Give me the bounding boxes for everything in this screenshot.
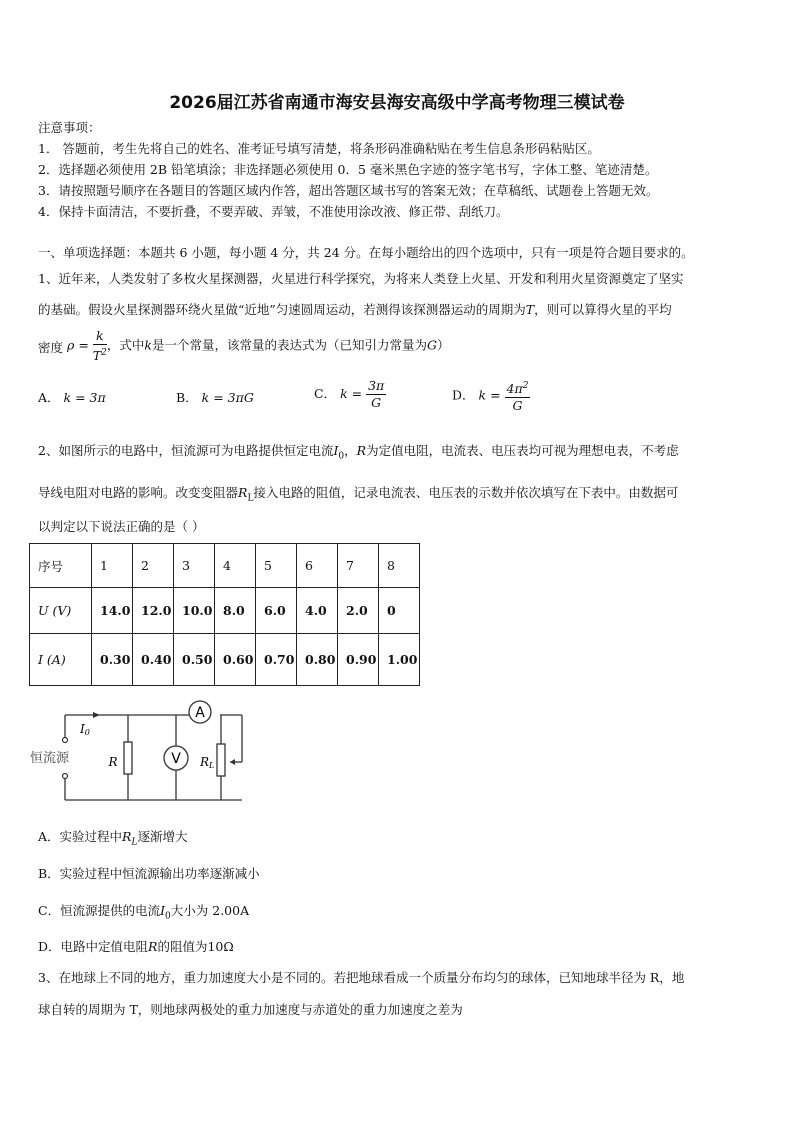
q2-line-3: 以判定以下说法正确的是（ ） (38, 519, 205, 534)
current-label: I0 (80, 722, 90, 737)
source-label: 恒流源 (30, 751, 70, 766)
rheostat-label: RL (200, 755, 215, 770)
q1-option-b[interactable]: B． k = 3πG (176, 390, 254, 405)
notice-heading: 注意事项： (38, 120, 101, 135)
table-row-current: I (A) 0.30 0.40 0.50 0.60 0.70 0.80 0.90 1.00 (30, 634, 420, 686)
source-terminal-bottom (63, 774, 68, 779)
q1-line-1: 1、近年来，人类发射了多枚火星探测器，火星进行科学探究，为将来人类登上火星、开发和利用火星资源奠定了坚实 (38, 271, 684, 286)
voltmeter-label: V (171, 751, 181, 767)
table-row-header: 序号 1 2 3 4 5 6 7 8 (30, 544, 420, 588)
notice-item-4: 4．保持卡面清洁，不要折叠，不要弄破、弄皱，不准使用涂改液、修正带、刮纸刀。 (38, 204, 509, 219)
rheostat-rl (217, 744, 225, 776)
circuit-diagram (30, 700, 260, 810)
rho-symbol: ρ = (67, 337, 89, 353)
section-heading: 一、单项选择题：本题共 6 小题，每小题 4 分，共 24 分。在每小题给出的四个选项中，只有一项是符合题目要求的。 (38, 245, 694, 260)
q3-line-1: 3、在地球上不同的地方，重力加速度大小是不同的。若把地球看成一个质量分布均匀的球体，已知地球半径为 R，地 (38, 970, 685, 985)
q2-line-1: 2、如图所示的电路中，恒流源可为电路提供恒定电流$I_0$，R为定值电阻，电流表、电压表均可视为理想电表，不考虑 (38, 443, 679, 462)
notice-item-1: 1． 答题前，考生先将自己的姓名、准考证号填写清楚，将条形码准确粘贴在考生信息条形码粘贴区。 (38, 141, 600, 156)
q1-option-d[interactable]: D． k = $\frac{4\pi^2}{G}$ (452, 378, 530, 414)
q2-option-c[interactable]: C．恒流源提供的电流$I_0$大小为 2.00A (38, 903, 250, 922)
notice-item-2: 2．选择题必须使用 2B 铅笔填涂；非选择题必须使用 0．5 毫米黑色字迹的签字笔书写，字体工整、笔迹清楚。 (38, 162, 658, 177)
notice-item-3: 3．请按照题号顺序在各题目的答题区域内作答，超出答题区域书写的答案无效；在草稿纸、试题卷上答题无效。 (38, 183, 659, 198)
q1-option-c[interactable]: C． k = $\frac{3\pi}{G}$ (314, 378, 385, 410)
ammeter-label: A (195, 705, 205, 721)
data-table (29, 543, 420, 686)
source-terminal-top (63, 738, 68, 743)
resistor-r (124, 742, 132, 774)
q1-option-a[interactable]: A． k = 3π (38, 390, 106, 405)
q1-line-3: 密度 ρ = $\frac{k}{T^2}$ ，式中k是一个常量，该常量的表达式为（已知引力常量为G） (38, 328, 450, 364)
q3-line-2: 球自转的周期为 T，则地球两极处的重力加速度与赤道处的重力加速度之差为 (38, 1002, 463, 1017)
q2-option-d[interactable]: D．电路中定值电阻R的阻值为10Ω (38, 939, 234, 954)
q2-line-2: 导线电阻对电路的影响。改变变阻器$R_L$接入电路的阻值，记录电流表、电压表的示数并依次填写在下表中。由数据可 (38, 485, 679, 504)
density-fraction: $\frac{k}{T^2}$ (92, 328, 107, 364)
q2-option-a[interactable]: A．实验过程中$R_L$逐渐增大 (38, 829, 188, 848)
current-arrow-icon (93, 712, 100, 718)
table-row-voltage: U (V) 14.0 12.0 10.0 8.0 6.0 4.0 2.0 0 (30, 588, 420, 634)
resistor-label: R (108, 755, 118, 769)
slider-arrow-icon (230, 759, 235, 765)
page-title: 2026届江苏省南通市海安县海安高级中学高考物理三模试卷 (169, 93, 625, 113)
q1-line-2: 的基础。假设火星探测器环绕火星做“近地”匀速圆周运动，若测得该探测器运动的周期为T，则可以算得火星的平均 (38, 302, 672, 317)
q2-option-b[interactable]: B．实验过程中恒流源输出功率逐渐减小 (38, 866, 260, 881)
